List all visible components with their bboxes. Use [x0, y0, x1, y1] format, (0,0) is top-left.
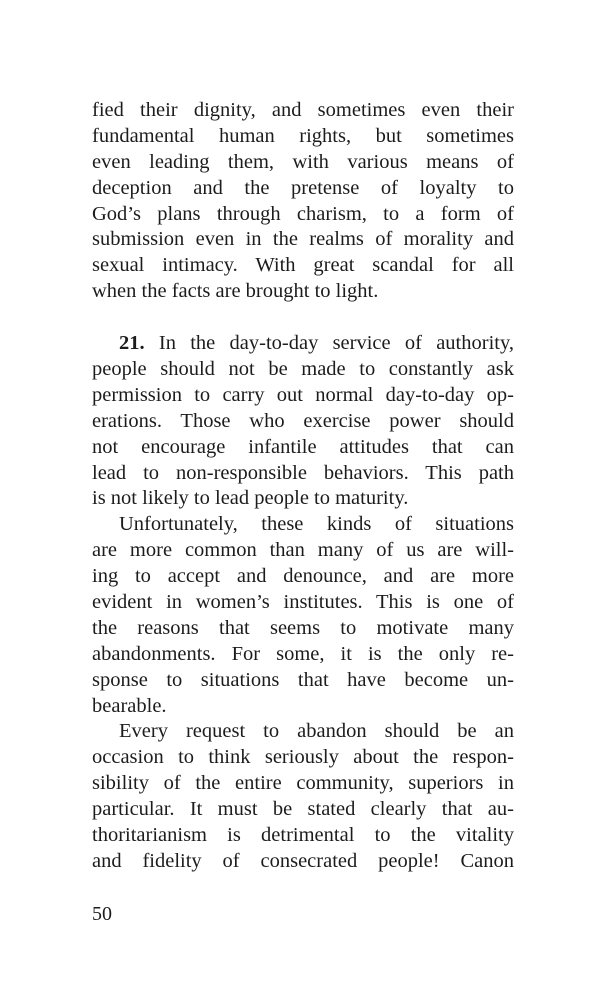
text-line: submission even in the realms of morality and: [92, 228, 514, 251]
text-line: permission to carry out normal day-to-day op-: [92, 383, 514, 406]
text-line: deception and the pretense of loyalty to: [92, 176, 514, 199]
text-line: abandonments. For some, it is the only re-: [92, 642, 514, 665]
paragraph-unfortunately: [92, 512, 514, 719]
text-line: thoritarianism is detrimental to the vitality: [92, 824, 514, 847]
text-line: sexual intimacy. With great scandal for all: [92, 254, 514, 277]
text-line: occasion to think seriously about the respon-: [92, 746, 514, 769]
text-line: and fidelity of consecrated people! Canon: [92, 849, 514, 872]
page-body: [92, 98, 514, 875]
section-21-paragraph: [92, 331, 514, 512]
text-line: when the facts are brought to light.: [92, 280, 379, 303]
paragraph-every-request: [92, 719, 514, 874]
text-line: particular. It must be stated clearly that au-: [92, 798, 514, 821]
page-number: 50: [92, 903, 112, 925]
text-line: In the day-to-day service of authority,: [158, 332, 515, 355]
text-line: Every request to abandon should be an: [119, 720, 514, 743]
text-line: sponse to situations that have become un-: [92, 668, 514, 691]
text-line: ing to accept and denounce, and are more: [92, 565, 514, 588]
text-line: sibility of the entire community, superiors in: [92, 772, 514, 795]
section-number: 21.: [119, 332, 145, 355]
text-line: are more common than many of us are will-: [92, 539, 514, 562]
text-line: lead to non-responsible behaviors. This path: [92, 461, 514, 484]
text-line: fundamental human rights, but sometimes: [92, 124, 514, 147]
text-line: Unfortunately, these kinds of situations: [119, 513, 514, 536]
text-line-first: [92, 331, 514, 357]
text-line: is not likely to lead people to maturity.: [92, 487, 409, 510]
text-line: people should not be made to constantly ask: [92, 358, 514, 381]
text-line: even leading them, with various means of: [92, 150, 514, 173]
text-line: bearable.: [92, 694, 167, 717]
text-line: erations. Those who exercise power should: [92, 409, 514, 432]
text-line: God’s plans through charism, to a form of: [92, 202, 514, 225]
text-line: fied their dignity, and sometimes even their: [92, 99, 514, 121]
text-line: not encourage infantile attitudes that can: [92, 435, 514, 458]
text-line: the reasons that seems to motivate many: [92, 616, 514, 639]
paragraph-gap: [92, 305, 514, 331]
paragraph-continued: [92, 98, 514, 305]
text-line: evident in women’s institutes. This is one of: [92, 591, 514, 614]
